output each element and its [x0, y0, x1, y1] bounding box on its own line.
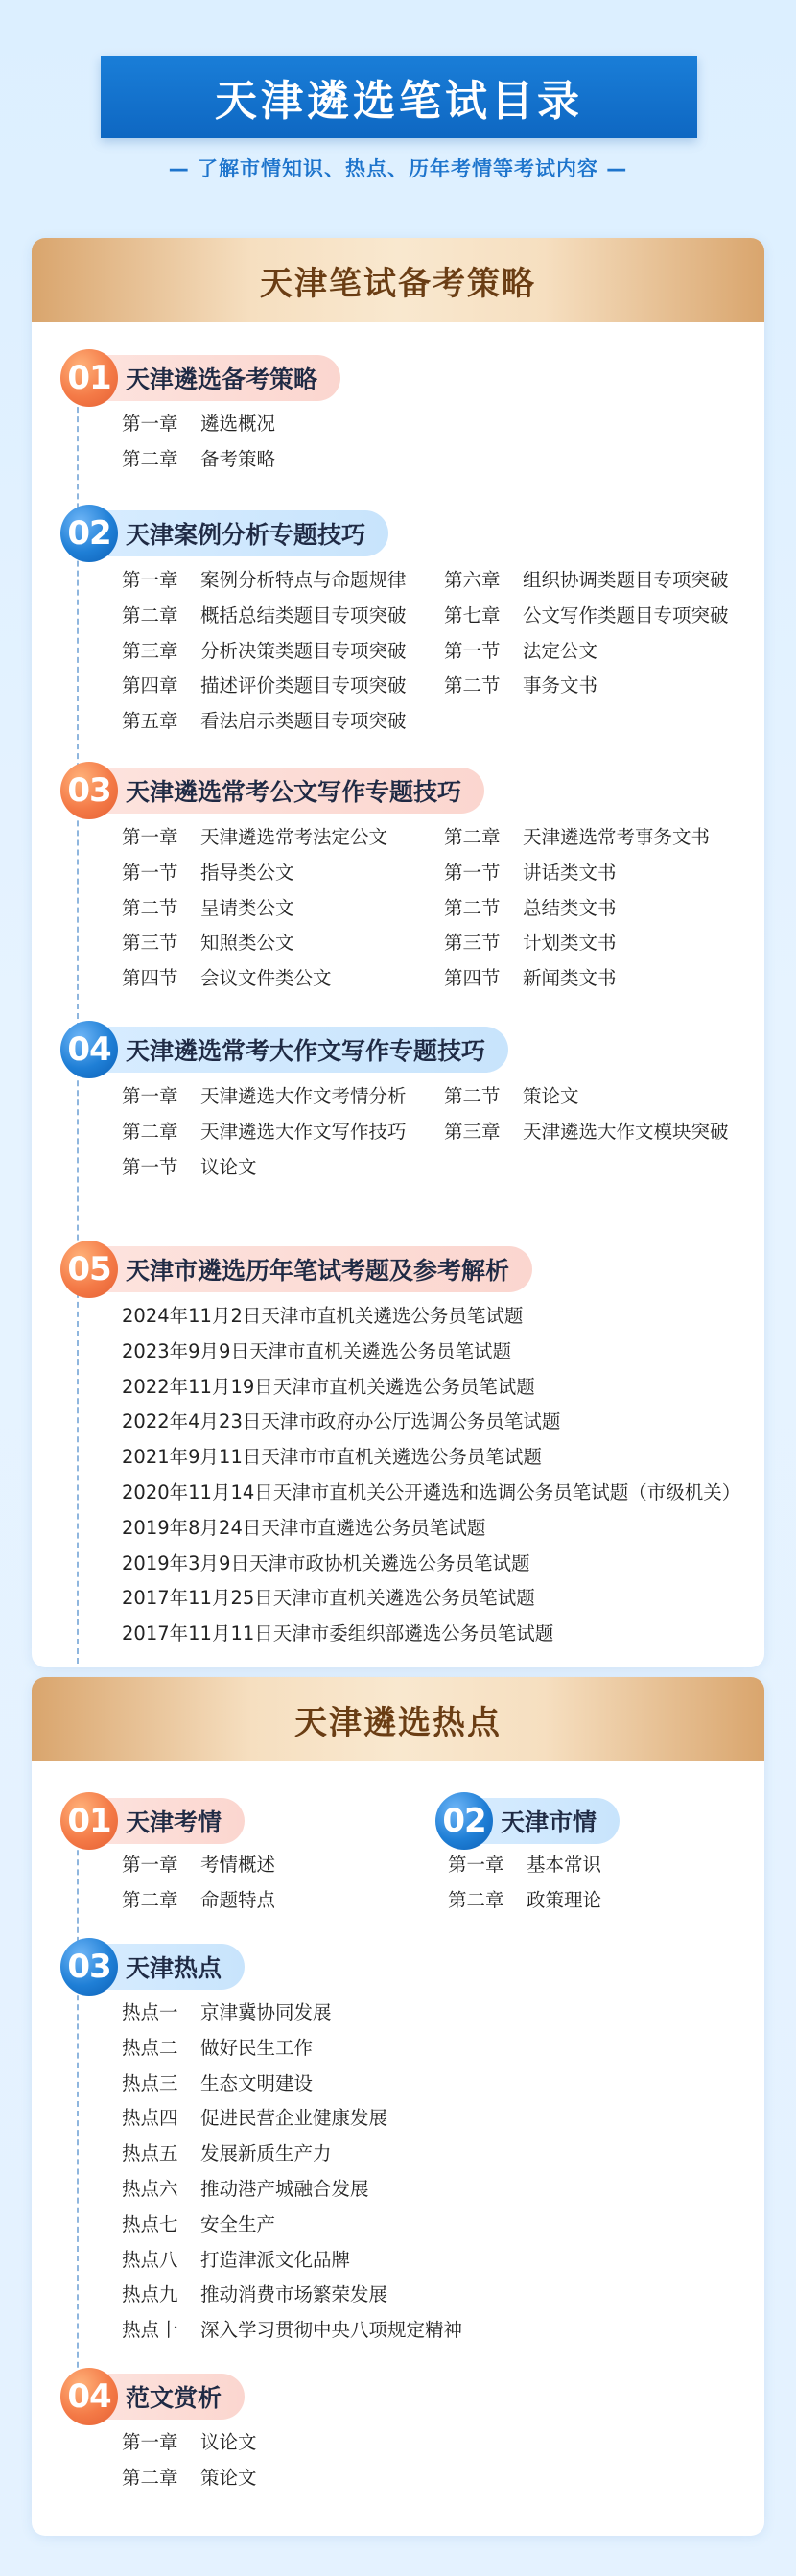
- list-item: [122, 565, 407, 592]
- list-item: [444, 1081, 579, 1108]
- item-chapter: 第三章: [122, 639, 178, 662]
- list-item: [122, 636, 407, 663]
- list-item: [122, 2174, 369, 2201]
- list-item: [122, 1081, 407, 1108]
- timeline-connector: [77, 378, 79, 1664]
- page-subtitle: — 了解市情知识、热点、历年考情等考试内容 —: [168, 157, 628, 180]
- item-title: 安全生产: [200, 2212, 276, 2235]
- item-chapter: 第一节: [122, 1155, 178, 1178]
- item-chapter: 第一章: [122, 1854, 178, 1876]
- item-chapter: 第一节: [444, 639, 501, 662]
- list-item: [122, 1152, 257, 1179]
- item-chapter: 第一节: [122, 861, 178, 884]
- list-item: [122, 822, 387, 849]
- list-item: [122, 928, 294, 955]
- item-chapter: 热点二: [122, 2036, 178, 2059]
- item-chapter: 第一章: [122, 413, 178, 435]
- item-chapter: 第二章: [122, 603, 178, 626]
- list-item: [444, 963, 617, 990]
- list-item: [444, 671, 597, 697]
- item-title: 发展新质生产力: [200, 2142, 332, 2165]
- item-title: 推动消费市场繁荣发展: [200, 2283, 388, 2306]
- item-chapter: 第二章: [122, 1888, 178, 1911]
- item-title: 做好民生工作: [200, 2036, 314, 2059]
- exam-paper-item: 2019年8月24日天津市直遴选公务员笔试题: [122, 1516, 486, 1539]
- exam-paper-item: 2024年11月2日天津市直机关遴选公务员笔试题: [122, 1305, 524, 1327]
- exam-paper-item: 2019年3月9日天津市政协机关遴选公务员笔试题: [122, 1551, 530, 1574]
- list-item: [122, 1885, 275, 1912]
- item-title: 打造津派文化品牌: [200, 2248, 351, 2271]
- exam-paper-item: 2021年9月11日天津市市直机关遴选公务员笔试题: [122, 1446, 542, 1469]
- hotspot-03-number: 03: [60, 1938, 118, 1996]
- item-title: 政策理论: [527, 1888, 602, 1911]
- list-item: [122, 706, 407, 733]
- section-05-number: 05: [60, 1241, 118, 1298]
- item-title: 备考策略: [200, 447, 276, 470]
- strategy-card-title: 天津笔试备考策略: [32, 238, 764, 322]
- section-02-number: 02: [60, 505, 118, 562]
- exam-paper-item: 2017年11月11日天津市委组织部遴选公务员笔试题: [122, 1622, 554, 1645]
- item-title: 遴选概况: [200, 413, 276, 435]
- item-chapter: 第一节: [444, 861, 501, 884]
- item-chapter: 第二章: [444, 826, 501, 848]
- list-item: [122, 2103, 387, 2130]
- item-title: 公文写作类题目专项突破: [523, 603, 729, 626]
- item-title: 讲话类文书: [523, 861, 617, 884]
- section-05-title: 天津市遴选历年笔试考题及参考解析: [89, 1246, 532, 1292]
- item-chapter: 热点八: [122, 2248, 178, 2271]
- item-title: 看法启示类题目专项突破: [200, 710, 407, 733]
- item-chapter: 第三节: [444, 932, 501, 955]
- hotspot-02-title: 天津市情: [464, 1798, 620, 1844]
- item-chapter: 第七章: [444, 603, 501, 626]
- item-chapter: 第五章: [122, 710, 178, 733]
- item-title: 基本常识: [527, 1854, 602, 1876]
- hotspot-02-number: 02: [435, 1792, 493, 1850]
- list-item: [122, 2245, 350, 2272]
- item-chapter: 第一章: [448, 1854, 504, 1876]
- hotspot-01-title: 天津考情: [89, 1798, 245, 1844]
- list-item: [122, 2068, 313, 2095]
- list-item: [448, 1850, 601, 1877]
- item-chapter: 热点一: [122, 2001, 178, 2023]
- timeline-connector: [77, 1821, 79, 2397]
- exam-paper-item: 2022年11月19日天津市直机关遴选公务员笔试题: [122, 1375, 535, 1398]
- hotspot-card-title: 天津遴选热点: [32, 1677, 764, 1761]
- list-item: [444, 893, 617, 920]
- item-title: 天津遴选大作文考情分析: [200, 1085, 407, 1107]
- item-title: 议论文: [200, 1155, 257, 1178]
- item-title: 呈请类公文: [200, 896, 294, 919]
- hotspot-04-number: 04: [60, 2368, 118, 2425]
- item-chapter: 第四节: [444, 967, 501, 990]
- exam-paper-item: 2023年9月9日天津市直机关遴选公务员笔试题: [122, 1339, 511, 1362]
- item-chapter: 热点五: [122, 2142, 178, 2165]
- item-chapter: 第四节: [122, 967, 178, 990]
- list-item: [444, 822, 710, 849]
- item-title: 策论文: [200, 2466, 257, 2489]
- list-item: [122, 1997, 332, 2024]
- list-item: [122, 671, 407, 697]
- list-item: [122, 893, 294, 920]
- item-title: 分析决策类题目专项突破: [200, 639, 407, 662]
- item-chapter: 第二章: [122, 2466, 178, 2489]
- item-chapter: 热点六: [122, 2178, 178, 2200]
- list-item: [122, 2139, 332, 2165]
- item-title: 生态文明建设: [200, 2071, 314, 2094]
- item-title: 描述评价类题目专项突破: [200, 674, 407, 697]
- item-chapter: 第二节: [444, 674, 501, 697]
- list-item: [122, 444, 275, 471]
- item-title: 议论文: [200, 2431, 257, 2453]
- item-title: 天津遴选大作文模块突破: [523, 1120, 729, 1143]
- item-chapter: 第二章: [122, 447, 178, 470]
- list-item: [444, 1117, 729, 1144]
- list-item: [122, 2033, 313, 2060]
- item-chapter: 热点三: [122, 2071, 178, 2094]
- item-title: 深入学习贯彻中央八项规定精神: [200, 2319, 463, 2342]
- list-item: [444, 636, 597, 663]
- item-chapter: 第一章: [122, 826, 178, 848]
- list-item: [122, 1850, 275, 1877]
- section-04-title: 天津遴选常考大作文写作专题技巧: [89, 1027, 508, 1073]
- list-item: [122, 963, 332, 990]
- item-chapter: 第三节: [122, 932, 178, 955]
- list-item: [122, 2280, 387, 2306]
- list-item: [444, 858, 617, 885]
- item-chapter: 第三章: [444, 1120, 501, 1143]
- item-title: 案例分析特点与命题规律: [200, 569, 407, 591]
- item-title: 总结类文书: [523, 896, 617, 919]
- item-title: 促进民营企业健康发展: [200, 2107, 388, 2130]
- list-item: [122, 2427, 257, 2454]
- item-title: 概括总结类题目专项突破: [200, 603, 407, 626]
- item-chapter: 第一章: [122, 2431, 178, 2453]
- list-item: [444, 565, 729, 592]
- item-title: 策论文: [523, 1085, 579, 1107]
- item-title: 天津遴选常考法定公文: [200, 826, 388, 848]
- section-03-number: 03: [60, 762, 118, 819]
- item-chapter: 第一章: [122, 569, 178, 591]
- hotspot-04-title: 范文赏析: [89, 2374, 245, 2420]
- item-chapter: 第一章: [122, 1085, 178, 1107]
- item-title: 知照类公文: [200, 932, 294, 955]
- item-title: 法定公文: [523, 639, 598, 662]
- list-item: [122, 409, 275, 436]
- item-title: 指导类公文: [200, 861, 294, 884]
- item-chapter: 第二节: [444, 1085, 501, 1107]
- item-chapter: 第二章: [122, 1120, 178, 1143]
- item-title: 新闻类文书: [523, 967, 617, 990]
- item-title: 天津遴选常考事务文书: [523, 826, 711, 848]
- section-01-title: 天津遴选备考策略: [89, 355, 340, 401]
- list-item: [122, 601, 407, 627]
- section-02-title: 天津案例分析专题技巧: [89, 510, 388, 556]
- item-title: 京津冀协同发展: [200, 2001, 332, 2023]
- list-item: [122, 858, 294, 885]
- item-chapter: 热点七: [122, 2212, 178, 2235]
- item-title: 计划类文书: [523, 932, 617, 955]
- section-01-number: 01: [60, 349, 118, 407]
- item-chapter: 第二节: [444, 896, 501, 919]
- list-item: [122, 1117, 407, 1144]
- exam-paper-item: 2020年11月14日天津市直机关公开遴选和选调公务员笔试题（市级机关）: [122, 1481, 741, 1503]
- item-title: 会议文件类公文: [200, 967, 332, 990]
- item-title: 事务文书: [523, 674, 598, 697]
- item-chapter: 第二章: [448, 1888, 504, 1911]
- list-item: [122, 2210, 275, 2236]
- item-chapter: 第二节: [122, 896, 178, 919]
- item-chapter: 热点四: [122, 2107, 178, 2130]
- hotspot-01-number: 01: [60, 1792, 118, 1850]
- exam-paper-item: 2017年11月25日天津市直机关遴选公务员笔试题: [122, 1587, 535, 1610]
- item-title: 考情概述: [200, 1854, 276, 1876]
- strategy-card: [32, 238, 764, 1667]
- list-item: [444, 601, 729, 627]
- item-chapter: 第四章: [122, 674, 178, 697]
- list-item: [122, 2463, 257, 2490]
- item-title: 组织协调类题目专项突破: [523, 569, 729, 591]
- hotspot-card: [32, 1677, 764, 2536]
- section-03-title: 天津遴选常考公文写作专题技巧: [89, 768, 484, 814]
- list-item: [122, 2315, 462, 2342]
- item-title: 天津遴选大作文写作技巧: [200, 1120, 407, 1143]
- item-chapter: 热点十: [122, 2319, 178, 2342]
- page-title: 天津遴选笔试目录: [101, 56, 697, 138]
- item-title: 命题特点: [200, 1888, 276, 1911]
- exam-paper-item: 2022年4月23日天津市政府办公厅选调公务员笔试题: [122, 1410, 561, 1433]
- hotspot-03-title: 天津热点: [89, 1944, 245, 1990]
- list-item: [444, 928, 617, 955]
- section-04-number: 04: [60, 1021, 118, 1078]
- item-chapter: 第六章: [444, 569, 501, 591]
- item-chapter: 热点九: [122, 2283, 178, 2306]
- item-title: 推动港产城融合发展: [200, 2178, 369, 2200]
- list-item: [448, 1885, 601, 1912]
